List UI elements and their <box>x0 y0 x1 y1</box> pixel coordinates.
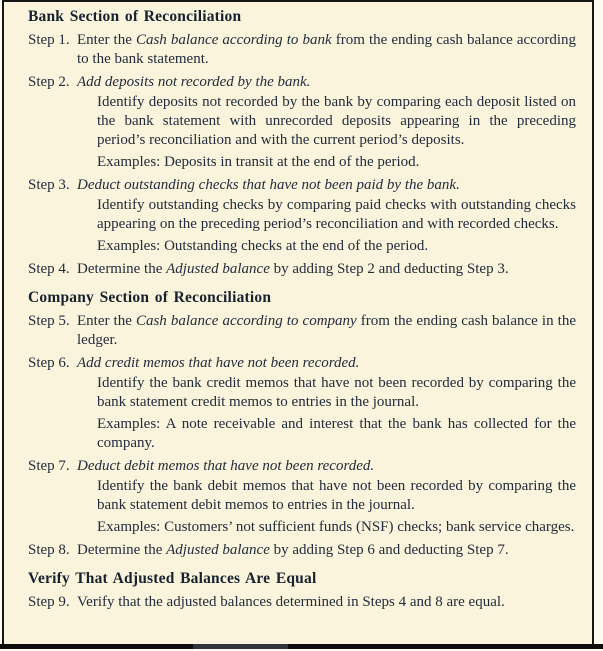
section <box>28 569 576 612</box>
step-item <box>28 260 576 279</box>
step-text-segment: Verify that the adjusted balances determined in Steps 4 and 8 are equal. <box>77 594 505 610</box>
step-text <box>77 176 576 195</box>
step-text-segment: Enter the <box>77 32 136 48</box>
exhibit-box <box>2 0 594 645</box>
step-label: Step 5. <box>28 313 70 329</box>
step-text-italic-segment: Cash balance according to company <box>135 313 357 329</box>
exhibit-content <box>28 7 576 612</box>
step-text <box>77 260 576 279</box>
step-label: Step 6. <box>28 355 70 371</box>
step-label: Step 3. <box>28 177 70 193</box>
step-text-italic-segment: Adjusted balance <box>166 542 270 558</box>
step-text <box>77 593 576 612</box>
step-item <box>28 31 576 69</box>
step-examples: Examples: Deposits in transit at the end of the period. <box>97 154 420 170</box>
bottom-bar-segment <box>193 644 288 649</box>
step-text-italic-segment: Deduct debit memos that have not been recorded. <box>77 458 375 474</box>
step-text <box>77 31 576 69</box>
step-text <box>77 312 576 350</box>
step-text-italic-segment: Add credit memos that have not been recorded. <box>77 355 360 371</box>
step-text <box>77 73 576 92</box>
step-text-italic-segment: Add deposits not recorded by the bank. <box>77 74 311 90</box>
step-label: Step 9. <box>28 594 70 610</box>
section <box>28 7 576 279</box>
step-label: Step 1. <box>28 32 70 48</box>
step-text <box>77 457 576 476</box>
step-text-segment: by adding Step 6 and deducting Step 7. <box>269 542 509 558</box>
bottom-border-bar <box>0 644 603 649</box>
step-item <box>28 176 576 256</box>
step-item <box>28 457 576 537</box>
step-text-italic-segment: Deduct outstanding checks that have not been paid by the bank. <box>77 177 460 193</box>
step-text-italic-segment: Adjusted balance <box>166 261 270 277</box>
step-text <box>77 541 576 560</box>
step-detail-paragraph: Identify the bank debit memos that have not been recorded by comparing the bank statement debit memos to entries in the journal. <box>97 478 576 513</box>
step-label: Step 2. <box>28 74 70 90</box>
step-text-segment: Determine the <box>77 261 167 277</box>
step-label: Step 8. <box>28 542 70 558</box>
step-detail-paragraph: Identify deposits not recorded by the bank by comparing each deposit listed on the bank statement with unrecorded deposits appearing in the preceding period’s reconciliation and with the current period’s deposits. <box>97 94 576 148</box>
step-text-segment: from the ending cash balance in the ledger. <box>77 313 576 348</box>
section-heading: Bank Section of Reconciliation <box>28 8 242 25</box>
step-text-segment: from the ending cash balance according to the bank statement. <box>77 32 576 67</box>
step-text-italic-segment: Cash balance according to bank <box>135 32 332 48</box>
step-examples: Examples: Outstanding checks at the end of the period. <box>97 238 429 254</box>
step-label: Step 4. <box>28 261 70 277</box>
step-text-segment: Determine the <box>77 542 167 558</box>
section-heading: Verify That Adjusted Balances Are Equal <box>28 570 317 587</box>
step-text <box>77 354 576 373</box>
section <box>28 288 576 560</box>
step-item <box>28 312 576 350</box>
step-item <box>28 354 576 453</box>
step-label: Step 7. <box>28 458 70 474</box>
section-heading: Company Section of Reconciliation <box>28 289 272 306</box>
step-item <box>28 73 576 172</box>
step-detail-paragraph: Identify the bank credit memos that have not been recorded by comparing the bank statement credit memos to entries in the journal. <box>97 375 576 410</box>
step-item <box>28 593 576 612</box>
step-item <box>28 541 576 560</box>
step-text-segment: by adding Step 2 and deducting Step 3. <box>269 261 509 277</box>
step-text-segment: Enter the <box>77 313 136 329</box>
step-examples: Examples: Customers’ not sufficient funds (NSF) checks; bank service charges. <box>97 519 575 535</box>
step-detail-paragraph: Identify outstanding checks by comparing paid checks with outstanding checks appearing on the preceding period’s reconciliation and with recorded checks. <box>97 197 576 232</box>
step-examples: Examples: A note receivable and interest that the bank has collected for the company. <box>97 416 576 451</box>
